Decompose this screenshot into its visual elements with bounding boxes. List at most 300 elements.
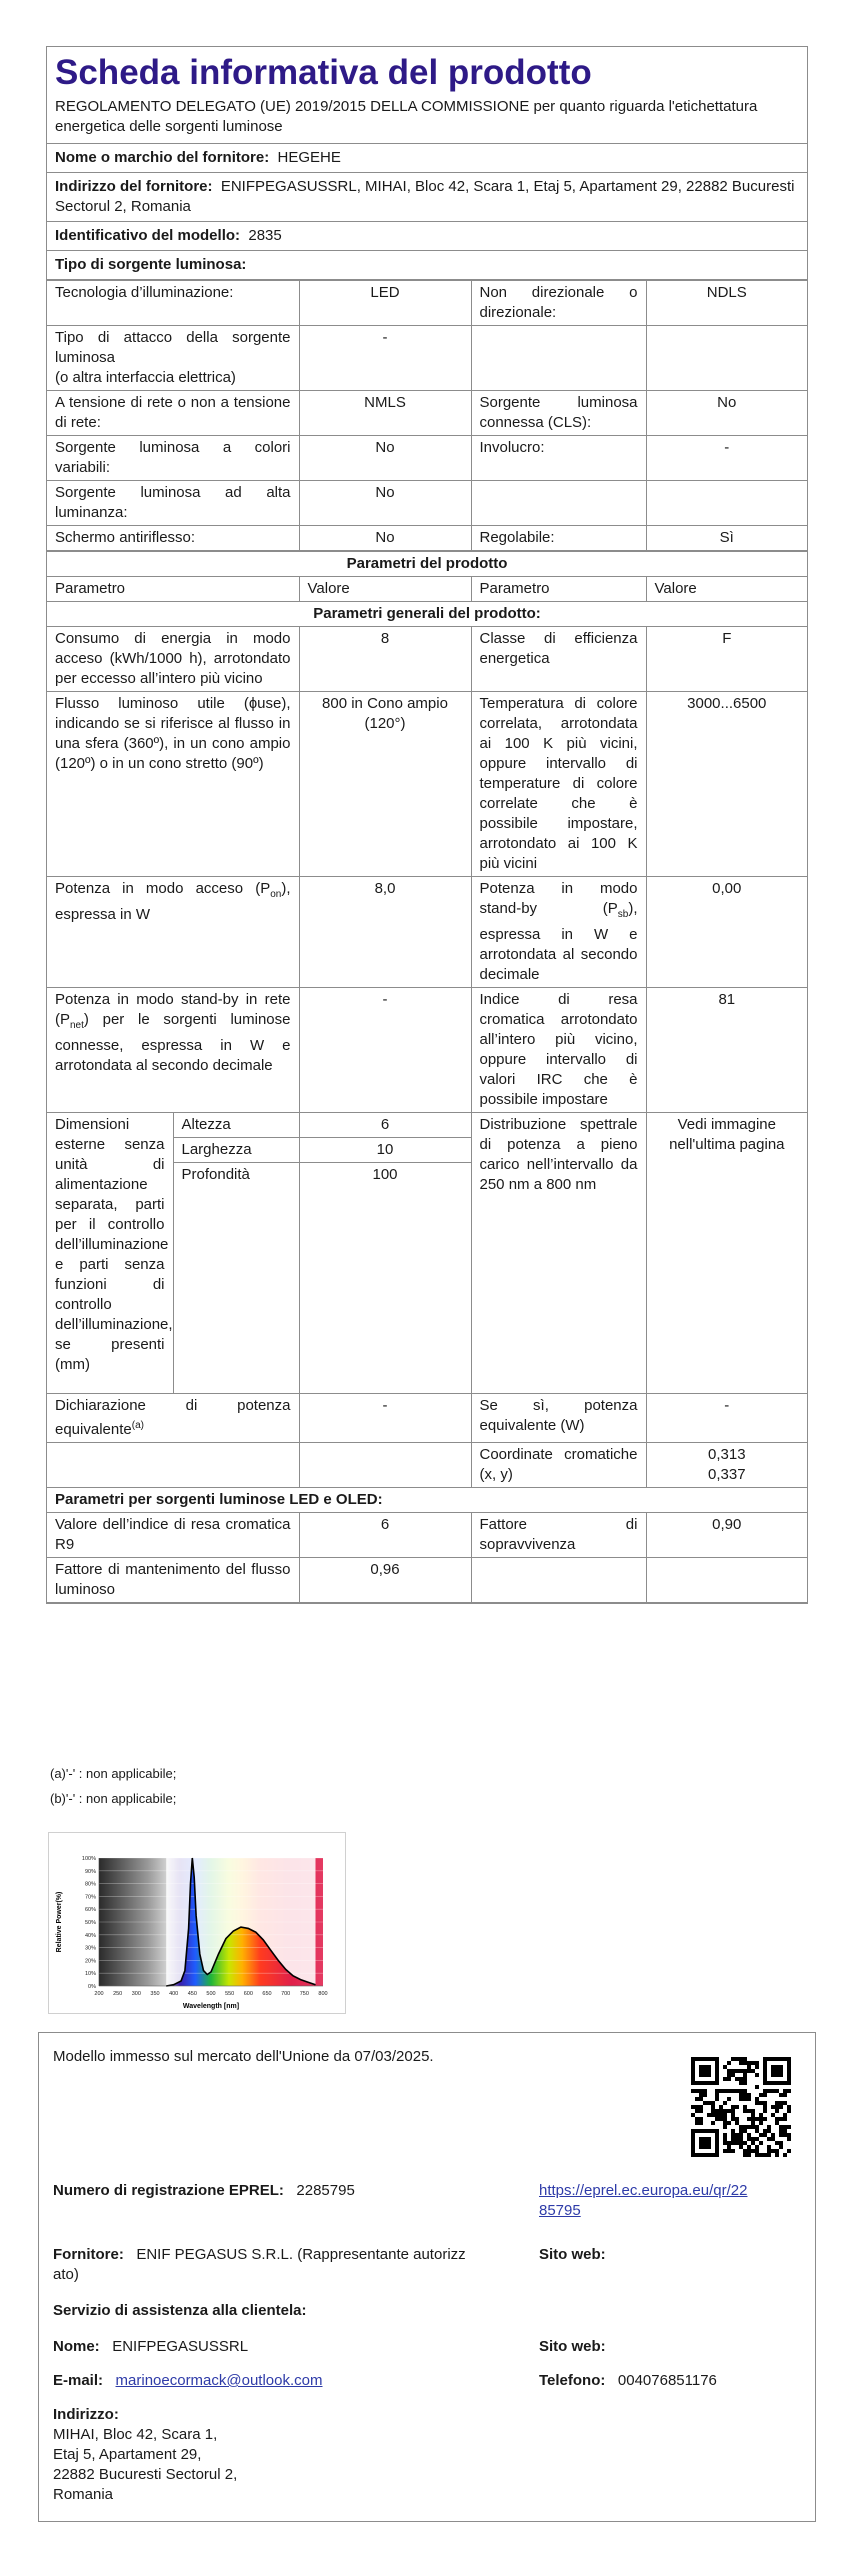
- lumen-maintenance-value: 0,96: [299, 1558, 471, 1603]
- qr-module: [723, 2113, 727, 2117]
- footnote-a-marker: (a): [131, 1420, 144, 1431]
- x-axis-label: Wavelength [nm]: [182, 2003, 240, 2010]
- cap-type-sublabel: (o altra interfaccia elettrica): [55, 369, 236, 386]
- qr-module: [743, 2093, 747, 2097]
- qr-module: [691, 2153, 719, 2157]
- width-value: 10: [299, 1138, 471, 1163]
- qr-module: [699, 2121, 703, 2125]
- qr-module: [727, 2097, 731, 2101]
- qr-module: [723, 2109, 727, 2113]
- qr-module: [763, 2153, 767, 2157]
- general-parameters-heading: Parametri generali del prodotto:: [47, 602, 807, 627]
- cri-label: Indice di resa cromatica arrotondato all’intero più vicino, oppure intervallo di valori IRC che è possibile impostare: [471, 988, 646, 1113]
- eprel-registration-value: 2285795: [296, 2182, 355, 2199]
- table-row: [47, 602, 807, 627]
- width-label: Larghezza: [173, 1138, 299, 1163]
- qr-module: [763, 2109, 767, 2113]
- table-row: [47, 1488, 807, 1513]
- qr-module: [735, 2077, 739, 2081]
- parameters-table: [47, 551, 807, 1603]
- qr-module: [739, 2089, 743, 2093]
- qr-module: [727, 2077, 731, 2081]
- qr-module: [711, 2101, 715, 2105]
- x-tick-label: 350: [150, 1991, 160, 1997]
- cap-type-value: -: [299, 326, 471, 391]
- cls-value: No: [646, 391, 807, 436]
- energy-class-label: Classe di efficienza energetica: [471, 627, 646, 692]
- qr-module: [755, 2097, 759, 2101]
- led-parameters-heading: Parametri per sorgenti luminose LED e OLED:: [47, 1488, 807, 1513]
- qr-module: [743, 2125, 747, 2129]
- eprel-link[interactable]: [539, 2181, 747, 2221]
- qr-module: [715, 2113, 719, 2117]
- column-header-parameter: Parametro: [47, 577, 299, 602]
- qr-module: [723, 2065, 727, 2069]
- qr-module: [771, 2065, 783, 2077]
- qr-module: [715, 2089, 719, 2093]
- standby-power-text-a: Potenza in modo stand-by (P: [479, 880, 638, 917]
- spectral-distribution-value: Vedi immagine nell'ultima pagina: [646, 1113, 807, 1394]
- qr-module: [695, 2117, 699, 2121]
- qr-module: [695, 2105, 699, 2109]
- address-label: Indirizzo del fornitore:: [55, 178, 213, 195]
- qr-module: [743, 2061, 747, 2065]
- qr-module: [735, 2057, 739, 2061]
- qr-module: [775, 2121, 779, 2125]
- qr-module: [747, 2069, 751, 2073]
- qr-module: [763, 2101, 767, 2105]
- qr-module: [783, 2153, 787, 2157]
- mains-label: A tensione di rete o non a tensione di rete:: [47, 391, 299, 436]
- survival-factor-label: Fattore di sopravvivenza: [471, 1513, 646, 1558]
- qr-module: [711, 2109, 715, 2113]
- qr-module: [715, 2097, 719, 2101]
- qr-module: [743, 2069, 747, 2073]
- network-standby-text-a: Potenza in modo stand-by in rete (P: [55, 991, 291, 1028]
- x-tick-label: 750: [299, 1991, 309, 1997]
- qr-module: [727, 2141, 731, 2145]
- source-type-label: Tipo di sorgente luminosa:: [55, 256, 247, 273]
- qr-module: [779, 2093, 783, 2097]
- chromaticity-value: [646, 1443, 807, 1488]
- qr-module: [739, 2097, 743, 2101]
- service-name-label: Nome:: [53, 2338, 100, 2355]
- column-header-value: Valore: [299, 577, 471, 602]
- qr-module: [767, 2125, 771, 2129]
- footnote-b-text: '-' : non applicabile;: [65, 1791, 177, 1806]
- qr-module: [735, 2121, 739, 2125]
- service-address-line: 22882 Bucuresti Sectorul 2,: [53, 2466, 238, 2483]
- y-axis-ticks: [82, 1856, 96, 1990]
- x-tick-label: 550: [225, 1991, 235, 1997]
- dimmable-label: Regolabile:: [471, 526, 646, 551]
- column-header-value: Valore: [646, 577, 807, 602]
- empty-cell: [47, 1443, 299, 1488]
- envelope-label: Involucro:: [471, 436, 646, 481]
- qr-module: [731, 2109, 735, 2113]
- table-row: [47, 988, 807, 1113]
- anti-glare-value: No: [299, 526, 471, 551]
- qr-module: [751, 2121, 755, 2125]
- colour-temperature-label: Temperatura di colore correlata, arrotondata ai 100 K più vicini, oppure intervallo di temperature di colore correlate che è possibile impostare, arrotondato ai 100 K più vicini: [471, 692, 646, 877]
- qr-module: [703, 2089, 707, 2093]
- colour-tunable-label: Sorgente luminosa a colori variabili:: [47, 436, 299, 481]
- equivalent-watts-label: Se sì, potenza equivalente (W): [471, 1394, 646, 1443]
- qr-module: [735, 2089, 739, 2093]
- qr-module: [743, 2089, 747, 2093]
- y-tick-label: 0%: [88, 1984, 96, 1990]
- y-tick-label: 90%: [84, 1868, 96, 1875]
- qr-module: [715, 2129, 719, 2157]
- qr-module: [783, 2093, 787, 2097]
- qr-module: [743, 2057, 747, 2061]
- luminous-flux-value: 800 in Cono ampio (120°): [299, 692, 471, 877]
- qr-module: [759, 2117, 763, 2121]
- y-tick-label: 10%: [84, 1971, 96, 1978]
- qr-module: [699, 2089, 703, 2093]
- model-label: Identificativo del modello:: [55, 227, 241, 244]
- qr-module: [763, 2129, 767, 2133]
- high-luminance-value: No: [299, 481, 471, 526]
- service-name: [53, 2337, 248, 2357]
- mains-value: NMLS: [299, 391, 471, 436]
- cap-type-label: Tipo di attacco della sorgente luminosa: [55, 329, 291, 366]
- table-row: [47, 877, 807, 988]
- qr-module: [747, 2117, 751, 2121]
- table-row: [47, 481, 807, 526]
- chromaticity-x: 0,313: [708, 1446, 746, 1463]
- qr-module: [691, 2081, 719, 2085]
- qr-module: [739, 2133, 743, 2137]
- qr-module: [719, 2105, 723, 2109]
- qr-module: [731, 2137, 735, 2141]
- qr-module: [755, 2073, 759, 2077]
- qr-module: [751, 2117, 755, 2121]
- qr-module: [699, 2105, 703, 2109]
- x-tick-label: 800: [318, 1991, 328, 1997]
- qr-module: [783, 2129, 787, 2133]
- qr-module: [747, 2061, 751, 2065]
- qr-module: [723, 2133, 727, 2137]
- qr-module: [771, 2105, 775, 2109]
- customer-service-label: Servizio di assistenza alla clientela:: [53, 2302, 307, 2319]
- qr-module: [739, 2093, 743, 2097]
- qr-module: [743, 2077, 747, 2081]
- qr-module: [739, 2137, 743, 2141]
- eprel-website: [539, 2245, 606, 2265]
- page-title: Scheda informativa del prodotto: [55, 53, 592, 92]
- qr-module: [775, 2089, 779, 2093]
- qr-module: [783, 2089, 787, 2093]
- qr-module: [691, 2105, 695, 2109]
- qr-module: [727, 2089, 731, 2093]
- colour-tunable-value: No: [299, 436, 471, 481]
- qr-module: [739, 2081, 743, 2085]
- energy-consumption-label: Consumo di energia in modo acceso (kWh/1000 h), arrotondato per eccesso all’intero più vicino: [47, 627, 299, 692]
- qr-module: [731, 2089, 735, 2093]
- qr-module: [747, 2093, 751, 2097]
- product-parameters-heading: Parametri del prodotto: [47, 552, 807, 577]
- qr-module: [767, 2129, 771, 2133]
- chromaticity-label: Coordinate cromatiche (x, y): [471, 1443, 646, 1488]
- service-website: [539, 2337, 606, 2357]
- qr-module: [727, 2149, 731, 2153]
- y-tick-label: 100%: [81, 1856, 96, 1862]
- qr-module: [727, 2109, 731, 2113]
- qr-module: [739, 2069, 743, 2073]
- eprel-supplier-line2: ato): [53, 2266, 79, 2283]
- qr-module: [699, 2137, 711, 2149]
- r9-label: Valore dell’indice di resa cromatica R9: [47, 1513, 299, 1558]
- y-tick-label: 20%: [84, 1958, 96, 1965]
- qr-module: [723, 2125, 727, 2129]
- standby-power-subscript: sb: [617, 909, 629, 920]
- qr-module: [727, 2069, 731, 2073]
- qr-module: [771, 2133, 775, 2137]
- qr-module: [743, 2097, 747, 2101]
- on-mode-power-value: 8,0: [299, 877, 471, 988]
- dimmable-value: Sì: [646, 526, 807, 551]
- empty-cell: [471, 1558, 646, 1603]
- qr-module: [747, 2145, 751, 2149]
- qr-module: [747, 2149, 751, 2153]
- qr-module: [787, 2089, 791, 2093]
- qr-module: [759, 2141, 763, 2145]
- source-type-table: [47, 280, 807, 551]
- survival-factor-value: 0,90: [646, 1513, 807, 1558]
- email-link[interactable]: marinoecormack@outlook.com: [115, 2372, 323, 2389]
- qr-module: [783, 2125, 787, 2129]
- qr-module: [747, 2065, 751, 2069]
- qr-module: [731, 2133, 735, 2137]
- supplier-value: HEGEHE: [277, 149, 341, 166]
- qr-module: [759, 2113, 763, 2117]
- qr-module: [779, 2141, 783, 2145]
- empty-cell: [646, 326, 807, 391]
- qr-module: [755, 2145, 759, 2149]
- qr-module: [751, 2137, 755, 2141]
- qr-module: [715, 2109, 719, 2113]
- qr-module: [715, 2117, 719, 2121]
- qr-module: [743, 2105, 747, 2109]
- footnote-a: [50, 1765, 176, 1783]
- qr-module: [747, 2137, 751, 2141]
- qr-module: [743, 2081, 747, 2085]
- eprel-url-line2[interactable]: 85795: [539, 2202, 581, 2219]
- qr-module: [731, 2105, 735, 2109]
- qr-module: [695, 2089, 699, 2093]
- height-label: Altezza: [173, 1113, 299, 1138]
- network-standby-text-b: ) per le sorgenti luminose connesse, espressa in W e arrotondata al secondo decimale: [55, 1011, 291, 1074]
- qr-module: [695, 2097, 699, 2101]
- qr-module: [727, 2121, 731, 2125]
- qr-module: [771, 2089, 775, 2093]
- qr-module: [775, 2101, 779, 2105]
- energy-consumption-value: 8: [299, 627, 471, 692]
- qr-module: [751, 2069, 755, 2073]
- qr-module: [691, 2089, 695, 2093]
- height-value: 6: [299, 1113, 471, 1138]
- eprel-url-line1[interactable]: https://eprel.ec.europa.eu/qr/22: [539, 2182, 748, 2199]
- y-tick-label: 80%: [84, 1881, 96, 1888]
- eprel-registration-label: Numero di registrazione EPREL:: [53, 2182, 284, 2199]
- qr-module: [739, 2057, 743, 2061]
- qr-module: [747, 2109, 751, 2113]
- table-row: [47, 627, 807, 692]
- qr-module: [743, 2153, 747, 2157]
- equivalent-power-value: -: [299, 1394, 471, 1443]
- qr-module: [779, 2101, 783, 2105]
- address-row: [47, 172, 807, 221]
- energy-class-value: F: [646, 627, 807, 692]
- qr-module: [755, 2125, 759, 2129]
- qr-module: [787, 2057, 791, 2085]
- eprel-supplier: [53, 2245, 513, 2285]
- qr-module: [731, 2057, 735, 2061]
- service-email: [53, 2371, 323, 2391]
- qr-module: [723, 2089, 727, 2093]
- table-row: [47, 692, 807, 877]
- qr-module: [723, 2149, 727, 2153]
- service-address-label: Indirizzo:: [53, 2406, 119, 2423]
- service-phone: [539, 2371, 717, 2391]
- qr-module: [755, 2101, 759, 2105]
- qr-module: [719, 2113, 723, 2117]
- website-label: Sito web:: [539, 2246, 606, 2263]
- qr-module: [743, 2149, 747, 2153]
- eprel-info-box: [38, 2032, 816, 2522]
- qr-module: [787, 2133, 791, 2137]
- eprel-registration: [53, 2181, 355, 2201]
- on-mode-power-subscript: on: [270, 889, 282, 900]
- qr-module: [739, 2145, 743, 2149]
- address-value: ENIFPEGASUSSRL, MIHAI, Bloc 42, Scara 1, Etaj 5, Apartament 29, 22882 Bucuresti Sectorul 2, Romania: [55, 178, 795, 215]
- technology-label: Tecnologia d’illuminazione:: [47, 281, 299, 326]
- qr-module: [695, 2109, 699, 2113]
- qr-module: [723, 2137, 727, 2141]
- anti-glare-label: Schermo antiriflesso:: [47, 526, 299, 551]
- phone-label: Telefono:: [539, 2372, 606, 2389]
- qr-module: [743, 2073, 747, 2077]
- qr-module: [711, 2121, 715, 2125]
- qr-module: [731, 2149, 735, 2153]
- qr-module: [763, 2057, 791, 2061]
- x-tick-label: 200: [94, 1991, 104, 1997]
- qr-module: [767, 2153, 771, 2157]
- cap-type-cell: [47, 326, 299, 391]
- qr-module: [759, 2153, 763, 2157]
- qr-module: [779, 2129, 783, 2133]
- qr-module: [691, 2057, 695, 2085]
- qr-module: [767, 2137, 771, 2141]
- phone-value: 004076851176: [617, 2372, 717, 2389]
- qr-module: [763, 2117, 767, 2121]
- qr-module: [755, 2061, 759, 2065]
- product-info-sheet: [46, 46, 808, 1604]
- model-row: [47, 221, 807, 250]
- qr-module: [739, 2077, 743, 2081]
- qr-module: [779, 2105, 783, 2109]
- qr-module: [743, 2109, 747, 2113]
- on-mode-power-text-b: ), espressa in W: [55, 880, 291, 923]
- x-tick-label: 700: [281, 1991, 291, 1997]
- service-address: [53, 2405, 237, 2505]
- qr-module: [735, 2141, 739, 2145]
- qr-module: [779, 2125, 783, 2129]
- regulation-subtitle: REGOLAMENTO DELEGATO (UE) 2019/2015 DELLA COMMISSIONE per quanto riguarda l'etichettatura energetica delle sorgenti luminose: [55, 98, 758, 135]
- footnote-a-mark: (a): [50, 1766, 66, 1781]
- service-address-line: Romania: [53, 2486, 114, 2503]
- supplier-row: [47, 143, 807, 172]
- market-placement-text: Modello immesso sul mercato dell'Unione da 07/03/2025.: [53, 2048, 434, 2065]
- y-axis-label: Relative Power(%): [56, 1891, 63, 1953]
- footnote-b-mark: (b): [50, 1791, 66, 1806]
- x-tick-label: 650: [262, 1991, 272, 1997]
- network-standby-label: [47, 988, 299, 1113]
- dimensions-label: Dimensioni esterne senza unità di alimentazione separata, parti per il controllo dell’illuminazione e parti senza funzioni di controllo dell’illuminazione, se presenti (mm): [47, 1113, 173, 1394]
- qr-module: [711, 2113, 715, 2117]
- qr-module: [751, 2113, 755, 2117]
- supplier-label: Nome o marchio del fornitore:: [55, 149, 270, 166]
- qr-module: [763, 2133, 767, 2137]
- qr-module: [755, 2137, 759, 2141]
- empty-cell: [471, 481, 646, 526]
- qr-module: [787, 2105, 791, 2109]
- qr-module: [731, 2073, 735, 2077]
- qr-module: [735, 2117, 739, 2121]
- email-label: E-mail:: [53, 2372, 104, 2389]
- qr-module: [727, 2073, 731, 2077]
- qr-module: [763, 2057, 767, 2085]
- table-row: [47, 1443, 807, 1488]
- qr-code-icon[interactable]: [691, 2057, 791, 2157]
- qr-module: [739, 2129, 743, 2133]
- qr-module: [707, 2101, 711, 2105]
- qr-module: [691, 2057, 719, 2061]
- high-luminance-label: Sorgente luminosa ad alta luminanza:: [47, 481, 299, 526]
- qr-module: [755, 2129, 759, 2133]
- qr-module: [787, 2137, 791, 2141]
- source-type-row: [47, 250, 807, 280]
- spectrum-svg: [49, 1833, 345, 2013]
- qr-module: [723, 2117, 727, 2121]
- qr-module: [767, 2149, 771, 2153]
- qr-module: [715, 2093, 719, 2097]
- qr-module: [751, 2109, 755, 2113]
- qr-module: [751, 2125, 755, 2129]
- table-row: [47, 1513, 807, 1558]
- qr-module: [787, 2149, 791, 2153]
- qr-module: [695, 2121, 699, 2125]
- eprel-supplier-line1: ENIF PEGASUS S.R.L. (Rappresentante autorizz: [136, 2246, 466, 2263]
- qr-module: [715, 2057, 719, 2085]
- directional-label: Non direzionale o direzionale:: [471, 281, 646, 326]
- qr-module: [763, 2081, 791, 2085]
- qr-module: [731, 2141, 735, 2145]
- empty-cell: [646, 481, 807, 526]
- qr-module: [743, 2141, 747, 2145]
- qr-module: [739, 2125, 743, 2129]
- y-tick-label: 60%: [84, 1907, 96, 1914]
- qr-module: [779, 2133, 783, 2137]
- qr-module: [755, 2065, 759, 2069]
- table-row: [47, 1113, 807, 1138]
- qr-module: [731, 2129, 735, 2133]
- table-row: [47, 391, 807, 436]
- standby-power-label: [471, 877, 646, 988]
- qr-module: [775, 2109, 779, 2113]
- qr-module: [775, 2149, 779, 2153]
